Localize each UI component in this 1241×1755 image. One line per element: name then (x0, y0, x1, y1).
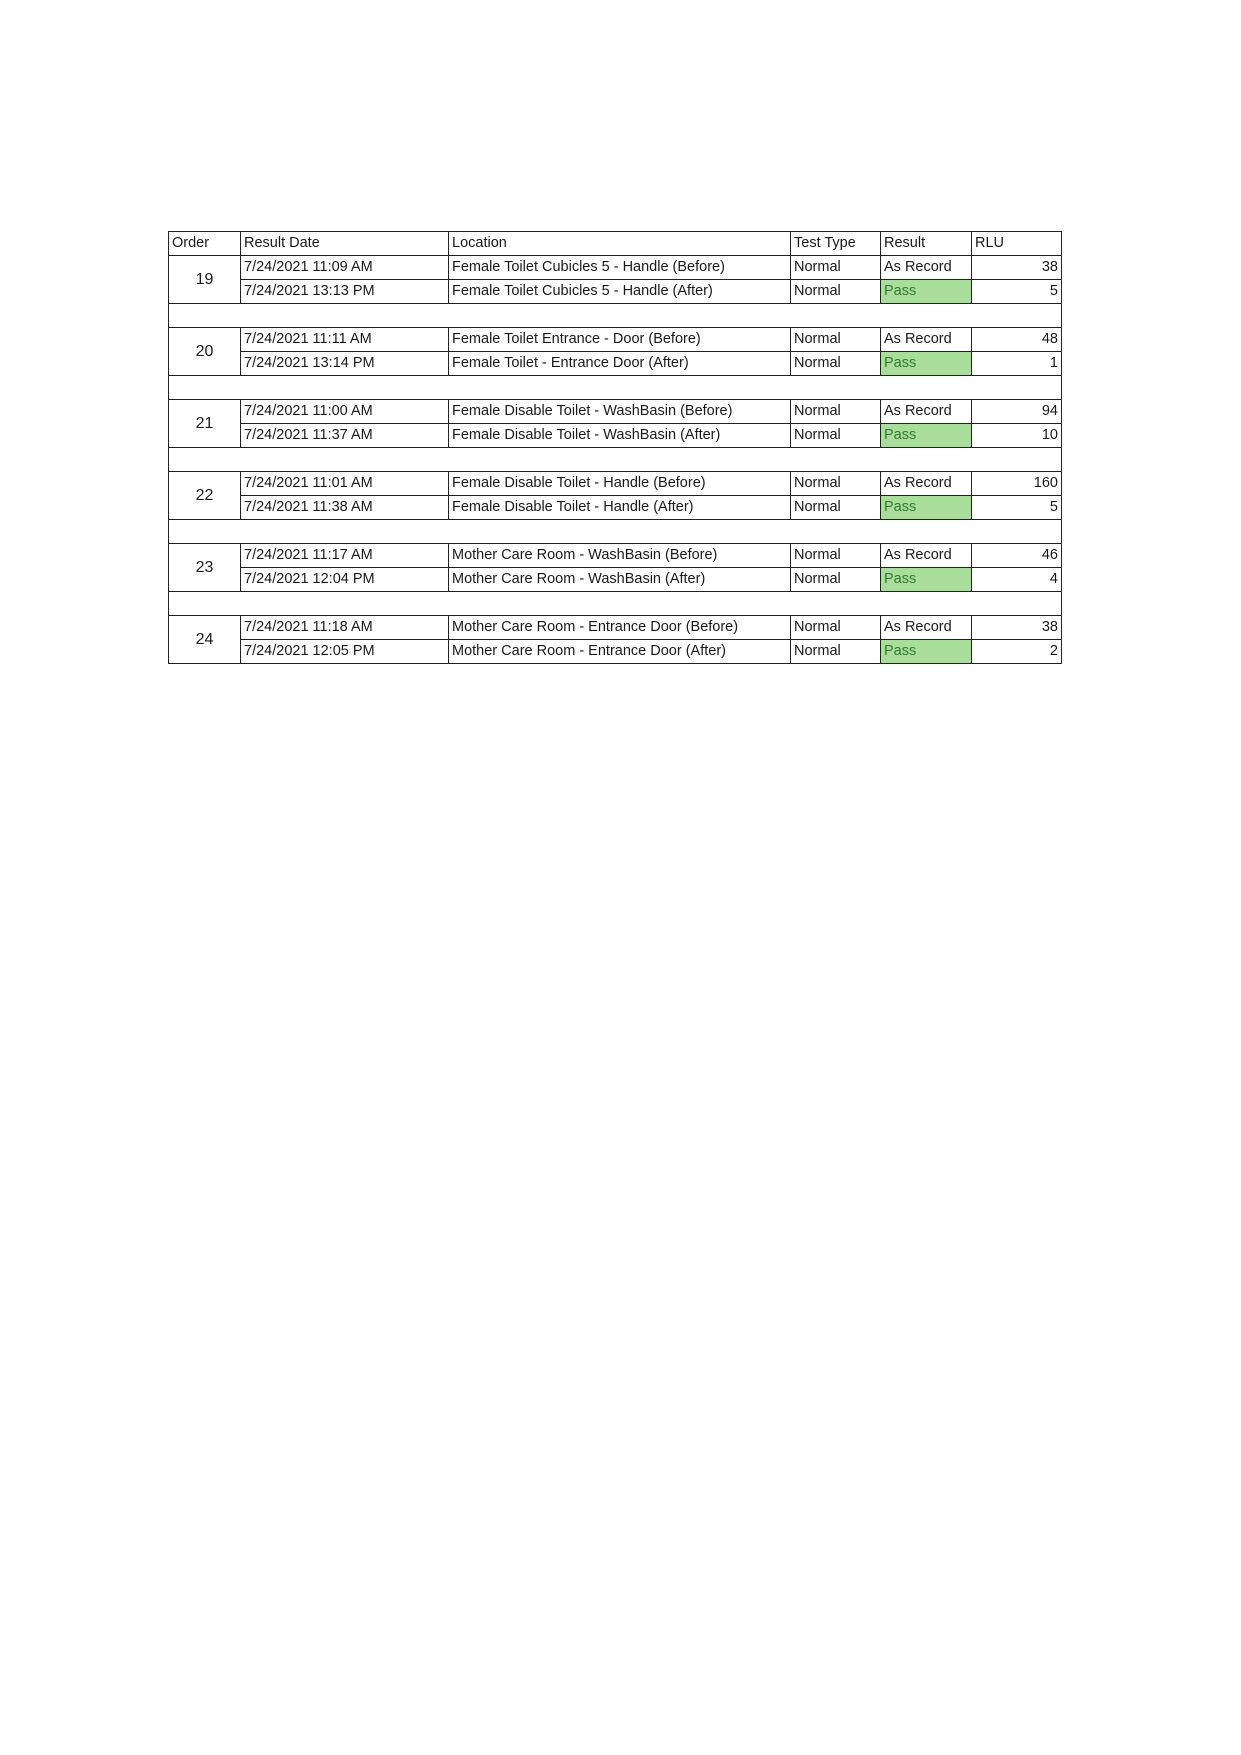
rlu-value-cell: 4 (972, 568, 1062, 592)
test-type-cell: Normal (791, 328, 881, 352)
header-location: Location (449, 232, 791, 256)
location-cell: Mother Care Room - WashBasin (Before) (449, 544, 791, 568)
spacer-cell (169, 448, 1062, 472)
test-type-cell: Normal (791, 472, 881, 496)
table-row (169, 568, 1062, 592)
order-number: 20 (169, 328, 241, 376)
location-cell: Female Disable Toilet - WashBasin (After) (449, 424, 791, 448)
rlu-value-cell: 94 (972, 400, 1062, 424)
results-body (169, 256, 1062, 664)
results-sheet (168, 231, 1061, 664)
result-date-cell: 7/24/2021 12:05 PM (241, 640, 449, 664)
result-pass-badge: Pass (881, 352, 972, 376)
group-spacer-row (169, 520, 1062, 544)
spacer-cell (169, 592, 1062, 616)
order-number: 19 (169, 256, 241, 304)
result-cell: As Record (881, 472, 972, 496)
rlu-value-cell: 10 (972, 424, 1062, 448)
rlu-value-cell: 48 (972, 328, 1062, 352)
header-test-type: Test Type (791, 232, 881, 256)
result-pass-badge: Pass (881, 280, 972, 304)
location-cell: Female Toilet Cubicles 5 - Handle (After) (449, 280, 791, 304)
location-cell: Female Toilet Entrance - Door (Before) (449, 328, 791, 352)
order-number: 24 (169, 616, 241, 664)
spacer-cell (169, 304, 1062, 328)
result-cell: As Record (881, 616, 972, 640)
table-row (169, 256, 1062, 280)
result-date-cell: 7/24/2021 13:13 PM (241, 280, 449, 304)
result-date-cell: 7/24/2021 11:09 AM (241, 256, 449, 280)
test-type-cell: Normal (791, 280, 881, 304)
result-pass-badge: Pass (881, 424, 972, 448)
table-row (169, 472, 1062, 496)
rlu-value-cell: 160 (972, 472, 1062, 496)
result-date-cell: 7/24/2021 11:11 AM (241, 328, 449, 352)
rlu-value-cell: 2 (972, 640, 1062, 664)
table-row (169, 640, 1062, 664)
results-table (168, 231, 1062, 664)
order-number: 23 (169, 544, 241, 592)
order-number: 22 (169, 472, 241, 520)
location-cell: Female Disable Toilet - Handle (After) (449, 496, 791, 520)
test-type-cell: Normal (791, 568, 881, 592)
table-row (169, 280, 1062, 304)
rlu-value-cell: 5 (972, 280, 1062, 304)
rlu-value-cell: 46 (972, 544, 1062, 568)
table-row (169, 616, 1062, 640)
test-type-cell: Normal (791, 256, 881, 280)
result-date-cell: 7/24/2021 11:37 AM (241, 424, 449, 448)
result-pass-badge: Pass (881, 496, 972, 520)
header-row (169, 232, 1062, 256)
result-date-cell: 7/24/2021 13:14 PM (241, 352, 449, 376)
rlu-value-cell: 38 (972, 256, 1062, 280)
result-cell: As Record (881, 544, 972, 568)
header-order: Order (169, 232, 241, 256)
test-type-cell: Normal (791, 544, 881, 568)
test-type-cell: Normal (791, 496, 881, 520)
group-spacer-row (169, 304, 1062, 328)
test-type-cell: Normal (791, 400, 881, 424)
location-cell: Female Toilet Cubicles 5 - Handle (Before) (449, 256, 791, 280)
result-cell: As Record (881, 328, 972, 352)
group-spacer-row (169, 592, 1062, 616)
result-date-cell: 7/24/2021 11:18 AM (241, 616, 449, 640)
group-spacer-row (169, 448, 1062, 472)
result-pass-badge: Pass (881, 640, 972, 664)
table-row (169, 544, 1062, 568)
order-number: 21 (169, 400, 241, 448)
test-type-cell: Normal (791, 616, 881, 640)
test-type-cell: Normal (791, 352, 881, 376)
result-pass-badge: Pass (881, 568, 972, 592)
location-cell: Mother Care Room - Entrance Door (After) (449, 640, 791, 664)
table-row (169, 400, 1062, 424)
spacer-cell (169, 520, 1062, 544)
table-row (169, 424, 1062, 448)
result-date-cell: 7/24/2021 11:38 AM (241, 496, 449, 520)
table-row (169, 328, 1062, 352)
result-date-cell: 7/24/2021 11:00 AM (241, 400, 449, 424)
result-date-cell: 7/24/2021 12:04 PM (241, 568, 449, 592)
location-cell: Female Disable Toilet - Handle (Before) (449, 472, 791, 496)
location-cell: Female Disable Toilet - WashBasin (Before) (449, 400, 791, 424)
result-cell: As Record (881, 400, 972, 424)
header-rlu: RLU (972, 232, 1062, 256)
result-date-cell: 7/24/2021 11:17 AM (241, 544, 449, 568)
header-result-date: Result Date (241, 232, 449, 256)
rlu-value-cell: 1 (972, 352, 1062, 376)
result-cell: As Record (881, 256, 972, 280)
group-spacer-row (169, 376, 1062, 400)
table-row (169, 496, 1062, 520)
rlu-value-cell: 5 (972, 496, 1062, 520)
header-result: Result (881, 232, 972, 256)
rlu-value-cell: 38 (972, 616, 1062, 640)
test-type-cell: Normal (791, 640, 881, 664)
table-row (169, 352, 1062, 376)
spacer-cell (169, 376, 1062, 400)
location-cell: Female Toilet - Entrance Door (After) (449, 352, 791, 376)
location-cell: Mother Care Room - WashBasin (After) (449, 568, 791, 592)
result-date-cell: 7/24/2021 11:01 AM (241, 472, 449, 496)
location-cell: Mother Care Room - Entrance Door (Before) (449, 616, 791, 640)
test-type-cell: Normal (791, 424, 881, 448)
